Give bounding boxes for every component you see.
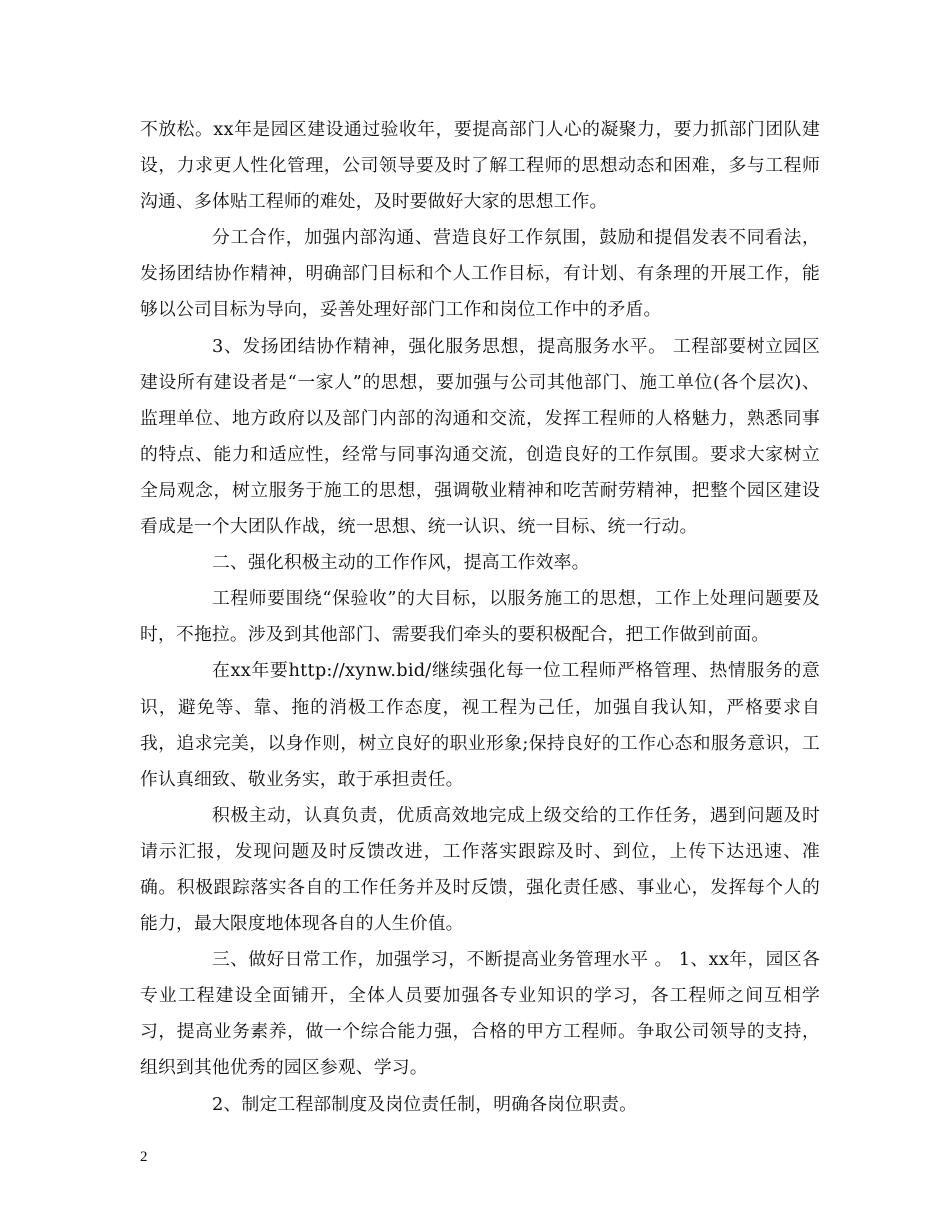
paragraph-3: 3、发扬团结协作精神，强化服务思想，提高服务水平。 工程部要树立园区建设所有建设者是“一家人”的思想，要加强与公司其他部门、施工单位(各个层次)、监理单位、地方政府以及部门内部的沟通和交流，发挥工程师的人格魅力，熟悉同事的特点、能力和适应性，经常与同事沟通交流，创造良好的工作氛围。要求大家树立全局观念，树立服务于施工的思想，强调敬业精神和吃苦耐劳精神，把整个园区建设看成是一个大团队作战，统一思想、统一认识、统一目标、统一行动。 bbox=[140, 335, 820, 538]
section-heading-3: 三、做好日常工作，加强学习，不断提高业务管理水平 。 1、xx年，园区各专业工程建设全面铺开，全体人员要加强各专业知识的学习，各工程师之间互相学习，提高业务素养，做一个综合能力强，合格的甲方工程师。争取公司领导的支持，组织到其他优秀的园区参观、学习。 bbox=[140, 949, 820, 1079]
paragraph-2: 分工合作，加强内部沟通、营造良好工作氛围，鼓励和提倡发表不同看法，发扬团结协作精神，明确部门目标和个人工作目标，有计划、有条理的开展工作，能够以公司目标为导向，妥善处理好部门工作和岗位工作中的矛盾。 bbox=[140, 227, 820, 321]
paragraph-1: 不放松。xx年是园区建设通过验收年，要提高部门人心的凝聚力，要力抓部门团队建设，力求更人性化管理，公司领导要及时了解工程师的思想动态和困难，多与工程师沟通、多体贴工程师的难处，及时要做好大家的思想工作。 bbox=[140, 119, 820, 213]
paragraph-7: 积极主动，认真负责，优质高效地完成上级交给的工作任务，遇到问题及时请示汇报，发现问题及时反馈改进，工作落实跟踪及时、到位，上传下达迅速、准确。积极跟踪落实各自的工作任务并及时反馈，强化责任感、事业心，发挥每个人的能力，最大限度地体现各自的人生价值。 bbox=[140, 804, 820, 935]
body-text bbox=[140, 112, 820, 1123]
page-number: 2 bbox=[140, 1149, 148, 1165]
paragraph-5: 工程师要围绕“保验收”的大目标，以服务施工的思想，工作上处理问题要及时，不拖拉。涉及到其他部门、需要我们牵头的要积极配合，把工作做到前面。 bbox=[140, 588, 820, 646]
section-heading-2: 二、强化积极主动的工作作风，提高工作效率。 bbox=[212, 552, 590, 574]
paragraph-6: 在xx年要http://xynw.bid/继续强化每一位工程师严格管理、热情服务的意识，避免等、靠、拖的消极工作态度，视工程为己任，加强自我认知，严格要求自我，追求完美，以身作则，树立良好的职业形象;保持良好的工作心态和服务意识，工作认真细致、敬业务实，敢于承担责任。 bbox=[140, 660, 820, 790]
paragraph-9: 2、制定工程部制度及岗位责任制，明确各岗位职责。 bbox=[212, 1093, 638, 1115]
